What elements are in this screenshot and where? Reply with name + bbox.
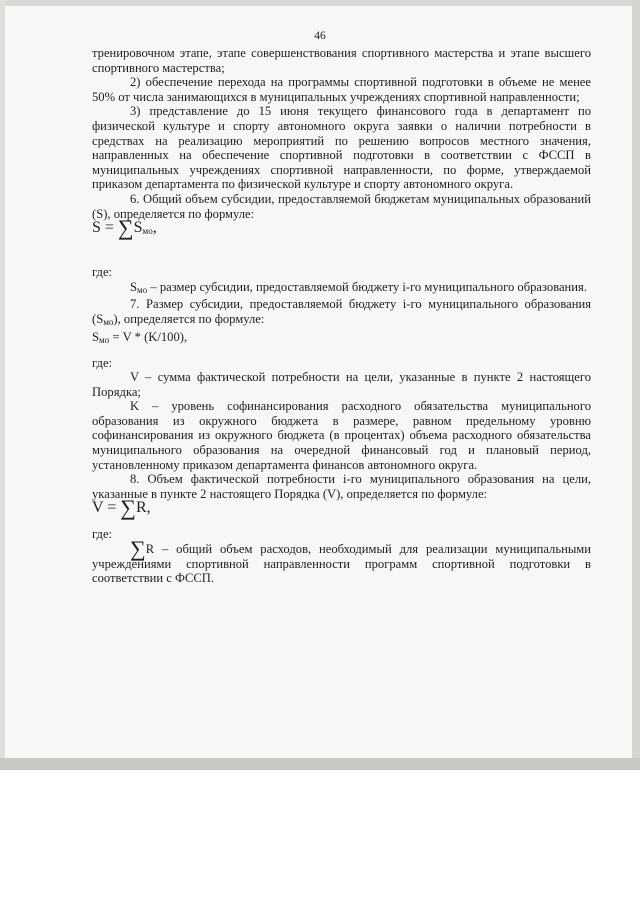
def-r-text: – общий объем расходов, необходимый для реализации муниципальными учреждениями спортивной направленности программ спортивной подготовки в соответствии с ФССП. xyxy=(92,542,591,586)
formula-s-tail: , xyxy=(152,219,157,237)
def-r-var: R xyxy=(145,542,155,557)
def-smo-sub: мо xyxy=(137,284,148,295)
formula-smo-sub: мо xyxy=(99,334,110,345)
formula-smo-text: = V * (K/100), xyxy=(109,329,188,344)
sigma-symbol: ∑ xyxy=(130,536,146,562)
paragraph-item-8: 8. Объем фактической потребности i-го муниципального образования на цели, указанные в пункте 2 настоящего Порядка (V), определяется по формуле: xyxy=(92,472,591,501)
where-label-2: где: xyxy=(92,355,113,370)
formula-s-sub: мо xyxy=(142,226,153,237)
definition-smo xyxy=(92,280,591,298)
where-label-1: где: xyxy=(92,265,113,280)
scan-edge-left xyxy=(0,0,5,770)
where-label-3: где: xyxy=(92,527,113,542)
def-smo-text: – размер субсидии, предоставляемой бюджету i-го муниципального образования. xyxy=(147,279,587,294)
item7-text: 7. Размер субсидии, предоставляемой бюджету i-го муниципального образования (S xyxy=(92,297,591,326)
document-body xyxy=(92,46,591,586)
scan-edge-top xyxy=(0,0,640,6)
def-smo-var: S xyxy=(130,279,138,294)
paragraph-intro: тренировочном этапе, этапе совершенствования спортивного мастерства и этапе высшего спортивного мастерства; xyxy=(92,46,591,75)
paragraph-item-3: 3) представление до 15 июня текущего финансового года в департамент по физической культуре и спорту автономного округа заявки о наличии потребности в средствах на реализацию мероприятий по решению вопросов местного значения, направленных на обеспечение спортивной подготовки в соответствии с ФССП в муниципальных учреждениях спортивной направленности, по форме, утверждаемой приказом департамента по физической культуре и спорту автономного округа. xyxy=(92,104,591,192)
item7-sub: мо xyxy=(103,316,114,327)
formula-v-lhs: V = xyxy=(92,499,117,517)
formula-s xyxy=(92,215,591,265)
scan-edge-right xyxy=(632,0,640,770)
formula-s-lhs: S = xyxy=(92,219,114,237)
page-number: 46 xyxy=(314,30,326,42)
formula-v-var: R, xyxy=(135,499,151,517)
scan-edge-bottom xyxy=(0,758,640,770)
paragraph-item-2: 2) обеспечение перехода на программы спортивной подготовки в объеме не менее 50% от числа занимающихся в муниципальных учреждениях спортивной направленности; xyxy=(92,75,591,104)
formula-smo-var: S xyxy=(92,329,100,344)
definition-k: K – уровень софинансирования расходного обязательства муниципального образования из окружного бюджета в размере, равном предельному уровню софинансирования из окружного бюджета (в процентах) объема расходного обязательства муниципального образования на очередной финансовый год и плановый период, установленному приказом департамента финансов автономного округа. xyxy=(92,399,591,472)
formula-v xyxy=(92,495,591,527)
item7-tail: ), определяется по формуле: xyxy=(113,311,265,326)
formula-s-var: S xyxy=(133,219,143,237)
sigma-symbol: ∑ xyxy=(120,495,136,521)
definition-v: V – сумма фактической потребности на цели, указанные в пункте 2 настоящего Порядка; xyxy=(92,370,591,399)
paragraph-item-6: 6. Общий объем субсидии, предоставляемой бюджетам муниципальных образований (S), определяется по формуле: xyxy=(92,191,591,221)
definition-r xyxy=(92,536,591,586)
paragraph-item-7 xyxy=(92,297,591,329)
sigma-symbol: ∑ xyxy=(117,215,134,241)
formula-smo xyxy=(92,330,591,356)
